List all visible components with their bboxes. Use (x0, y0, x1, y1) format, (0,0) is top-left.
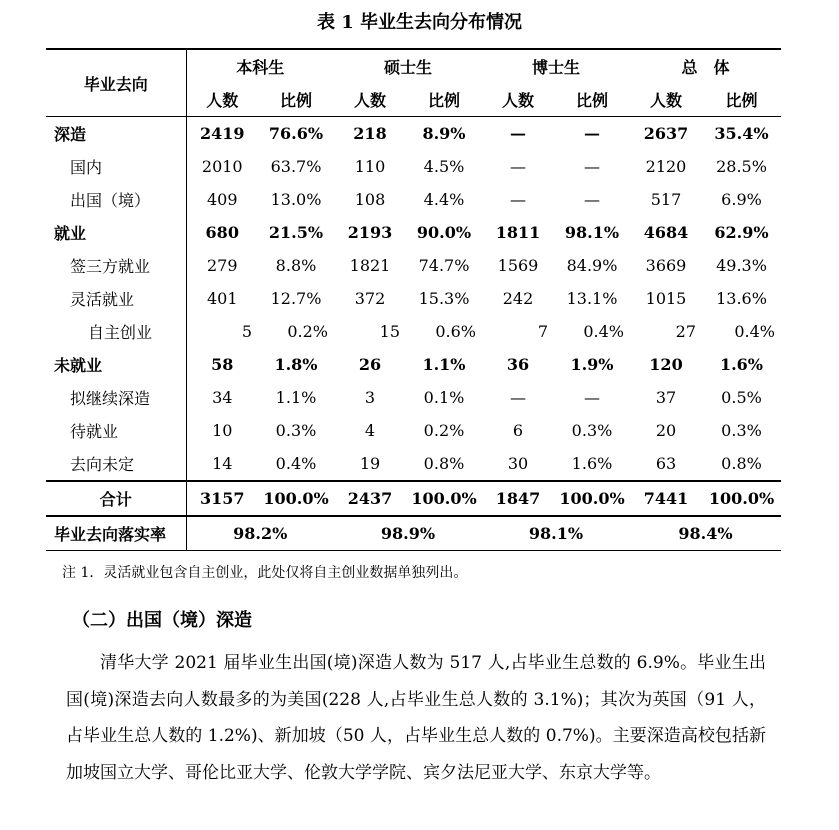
rate-row (46, 516, 781, 551)
cell-ratio: 6.9% (721, 190, 762, 209)
cell-ratio: 28.5% (716, 157, 767, 176)
cell-count: 680 (205, 223, 239, 242)
cell-ratio: 0.8% (721, 454, 762, 473)
total-ratio: 100.0% (559, 489, 625, 508)
cell-count: 10 (212, 421, 233, 440)
cell-ratio: 49.3% (716, 256, 767, 275)
cell-ratio: 0.2% (287, 322, 328, 341)
cell-ratio: 12.7% (270, 289, 322, 308)
header-count: 人数 (353, 91, 386, 110)
table-row (46, 348, 781, 381)
header-group: 本科生 (236, 58, 285, 77)
header-ratio: 比例 (279, 91, 312, 110)
cell-ratio: 90.0% (416, 223, 472, 242)
header-dest: 毕业去向 (46, 49, 186, 117)
cell-count: 3669 (645, 256, 687, 275)
cell-ratio: 62.9% (714, 223, 769, 242)
table-row (46, 216, 781, 249)
total-row (46, 481, 781, 516)
cell-count: 2120 (645, 157, 687, 176)
cell-count: 3 (364, 388, 376, 407)
cell-ratio: — (584, 388, 600, 407)
table-row (46, 117, 781, 151)
rate-value: 98.2% (233, 524, 288, 543)
rate-label: 毕业去向落实率 (46, 516, 186, 551)
cell-ratio: 35.4% (714, 124, 769, 143)
header-group: 硕士生 (383, 58, 432, 77)
cell-ratio: 1.9% (570, 355, 614, 374)
cell-ratio: 0.4% (275, 454, 317, 473)
cell-ratio: 74.7% (418, 256, 470, 275)
cell-ratio: 1.6% (719, 355, 764, 374)
header-ratio: 比例 (427, 91, 460, 110)
cell-count: — (510, 157, 526, 176)
cell-ratio: 0.3% (275, 421, 317, 440)
table-note: 注 1．灵活就业包含自主创业，此处仅将自主创业数据单独列出。 (62, 565, 468, 581)
rate-value: 98.4% (678, 524, 733, 543)
row-label: 拟继续深造 (46, 381, 186, 414)
cell-count: 2419 (199, 124, 245, 143)
table-title: 表 1 毕业生去向分布情况 (316, 12, 523, 33)
cell-ratio: 0.2% (423, 421, 465, 440)
cell-count: 1821 (349, 256, 391, 275)
table-row (46, 381, 781, 414)
table-row (46, 249, 781, 282)
rate-value: 98.1% (528, 524, 584, 543)
cell-count: 5 (241, 322, 252, 341)
cell-ratio: 1.1% (422, 355, 466, 374)
destination-table (46, 48, 781, 551)
cell-count: 1015 (645, 289, 687, 308)
cell-ratio: 0.8% (423, 454, 465, 473)
cell-count: 401 (206, 289, 238, 308)
row-label: 自主创业 (46, 315, 186, 348)
table-row (46, 282, 781, 315)
cell-count: — (510, 190, 526, 209)
cell-count: 30 (507, 454, 529, 473)
cell-ratio: 8.9% (422, 124, 466, 143)
cell-count: 20 (655, 421, 677, 440)
table-row (46, 447, 781, 481)
cell-count: 6 (512, 421, 524, 440)
header-count: 人数 (206, 91, 239, 110)
cell-ratio: 0.3% (571, 421, 613, 440)
cell-count: 517 (650, 190, 682, 209)
cell-ratio: 21.5% (268, 223, 324, 242)
cell-ratio: 15.3% (418, 289, 470, 308)
cell-ratio: 0.4% (583, 322, 624, 341)
row-label: 待就业 (46, 414, 186, 447)
cell-ratio: 13.6% (716, 289, 767, 308)
cell-count: — (510, 124, 526, 143)
cell-ratio: 0.1% (423, 388, 465, 407)
total-count: 3157 (199, 489, 245, 508)
header-group: 总 体 (681, 58, 730, 77)
cell-count: 218 (353, 124, 387, 143)
cell-count: 2637 (643, 124, 689, 143)
cell-count: 36 (506, 355, 530, 374)
paragraph-text: 清华大学 2021 届毕业生出国(境)深造人数为 517 人,占毕业生总数的 6.9%。毕业生出国(境)深造去向人数最多的为美国(228 人,占毕业生总人数的 3.1%)；其次为英国（91 人，占毕业生总人数的 1.2%)、新加坡（50 人，占毕业生总人数的 0.7%)。主要深造高校包括新加坡国立大学、哥伦比亚大学、伦敦大学学院、宾夕法尼亚大学、东京大学等。 (66, 653, 766, 783)
cell-ratio: 1.1% (275, 388, 317, 407)
cell-count: 1811 (495, 223, 541, 242)
cell-count: 108 (354, 190, 386, 209)
total-ratio: 100.0% (708, 489, 775, 508)
cell-ratio: — (584, 190, 600, 209)
header-row-groups (46, 49, 781, 83)
body-paragraph (66, 645, 766, 791)
cell-ratio: 76.6% (268, 124, 324, 143)
cell-count: 2010 (201, 157, 243, 176)
cell-count: 4684 (643, 223, 689, 242)
cell-ratio: 0.4% (734, 322, 775, 341)
row-label: 灵活就业 (46, 282, 186, 315)
section-title: （二）出国（境）深造 (72, 610, 252, 631)
row-label: 就业 (46, 216, 186, 249)
cell-count: 120 (649, 355, 683, 374)
table-row (46, 183, 781, 216)
cell-count: 1569 (497, 256, 539, 275)
total-ratio: 100.0% (263, 489, 329, 508)
cell-ratio: 63.7% (270, 157, 322, 176)
cell-count: 4 (364, 421, 376, 440)
cell-count: — (510, 388, 526, 407)
cell-count: 279 (206, 256, 238, 275)
total-label: 合计 (46, 481, 186, 516)
cell-count: 7 (537, 322, 548, 341)
cell-count: 58 (211, 355, 234, 374)
cell-count: 110 (354, 157, 386, 176)
total-count: 2437 (347, 489, 393, 508)
cell-ratio: 98.1% (564, 223, 620, 242)
table-row (46, 315, 781, 348)
total-count: 7441 (643, 489, 689, 508)
cell-ratio: 8.8% (275, 256, 317, 275)
cell-count: 15 (379, 322, 400, 341)
cell-ratio: 0.3% (721, 421, 762, 440)
cell-ratio: 4.4% (423, 190, 465, 209)
cell-count: 27 (675, 322, 696, 341)
cell-count: 37 (655, 388, 677, 407)
cell-ratio: 1.8% (274, 355, 318, 374)
cell-count: 409 (206, 190, 238, 209)
header-count: 人数 (501, 91, 534, 110)
total-count: 1847 (495, 489, 541, 508)
cell-ratio: 1.6% (571, 454, 613, 473)
cell-ratio: 84.9% (566, 256, 618, 275)
row-label: 出国（境） (46, 183, 186, 216)
cell-count: 14 (212, 454, 233, 473)
row-label: 国内 (46, 150, 186, 183)
total-ratio: 100.0% (411, 489, 477, 508)
cell-ratio: 0.6% (435, 322, 476, 341)
cell-count: 19 (359, 454, 381, 473)
cell-ratio: 4.5% (423, 157, 465, 176)
cell-count: 372 (354, 289, 386, 308)
header-ratio: 比例 (575, 91, 608, 110)
cell-ratio: 13.0% (270, 190, 322, 209)
cell-count: 34 (212, 388, 233, 407)
row-label: 签三方就业 (46, 249, 186, 282)
cell-count: 26 (358, 355, 382, 374)
cell-ratio: — (584, 124, 600, 143)
rate-value: 98.9% (380, 524, 436, 543)
header-ratio: 比例 (725, 91, 758, 110)
cell-count: 2193 (347, 223, 393, 242)
cell-count: 63 (655, 454, 677, 473)
cell-ratio: — (584, 157, 600, 176)
header-count: 人数 (649, 91, 682, 110)
table-row (46, 150, 781, 183)
cell-ratio: 13.1% (566, 289, 618, 308)
table-row (46, 414, 781, 447)
row-label: 深造 (46, 117, 186, 151)
row-label: 未就业 (46, 348, 186, 381)
cell-count: 242 (502, 289, 534, 308)
cell-ratio: 0.5% (721, 388, 762, 407)
header-group: 博士生 (531, 58, 580, 77)
row-label: 去向未定 (46, 447, 186, 481)
